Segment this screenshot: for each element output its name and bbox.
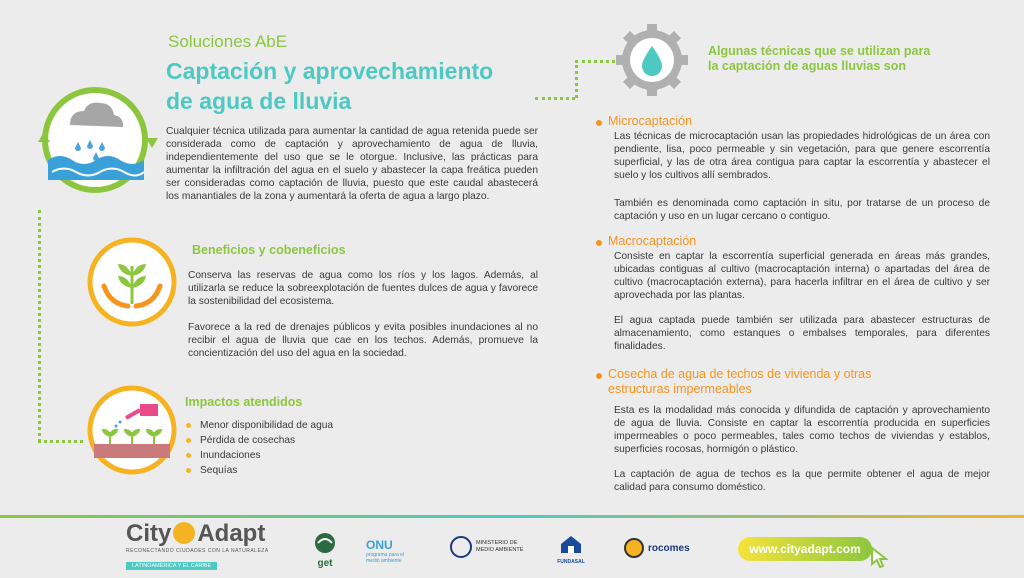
list-item: Inundaciones [186,448,333,463]
macro-p2: El agua captada puede también ser utilizada para abastecer estructuras de almacenamiento, como estanques o embalses temporales, para diferentes finalidades. [614,315,990,352]
beneficios-p1: Conserva las reservas de agua como los ríos y los lagos. Además, al utilizarla se reduce la sobreexplotación de fuentes dulces de agua y favorece la sostenibilidad del ecosistema. [188,270,538,307]
connector-top-vert [575,60,578,98]
list-item: Sequías [186,463,333,478]
rocomes-logo: rocomes [624,538,690,558]
micro-p1: Las técnicas de microcaptación usan las propiedades hidrológicas de un área con pendiente, lisa, poco permeable y sin vegetación, para que genere escorrentía superficial, y las de otra área contigua para captar la escorrentía y abastecer el suelo y los cultivos allí sembrados. [614,131,990,181]
cosecha-p2: La captación de agua de techos es la que permite obtener el agua de mejor calidad para consumo doméstico. [614,469,990,493]
impactos-heading: Impactos atendidos [185,395,303,409]
beneficios-heading: Beneficios y cobeneficios [192,243,346,257]
bullet-dot [596,120,602,126]
cityadapt-logo: City Adapt RECONECTANDO CIUDADES CON LA NATURALEZA LATINOAMÉRICA Y EL CARIBE [126,520,269,569]
website-link[interactable]: www.cityadapt.com [738,537,872,561]
bullet-dot [596,240,602,246]
bullet-dot [596,373,602,379]
cosecha-p1: Esta es la modalidad más conocida y difundida de captación y aprovechamiento de agua de lluvia. Consiste en captar la escorrentía producida en superficies impermeables o poco permeables, tales como techos de viviendas y establos, superficies rocosas, hormigón o plástico. [614,405,990,455]
ministerio-logo: MINISTERIO DE MEDIO AMBIENTE [450,536,534,558]
tecnicas-heading: Algunas técnicas que se utilizan para la captación de aguas lluvias son [708,44,931,73]
sun-icon [173,522,195,544]
micro-p2: También es denominada como captación in situ, por tratarse de un proceso de captación y uso en un lugar cercano o contiguo. [614,198,990,222]
macro-p1: Consiste en captar la escorrentía superficial generada en áreas más grandes, ubicadas contiguas al cultivo (macrocaptación interna) o apartadas del área de cultivo (macrocaptación externa), para hacerla infiltrar en el área de cultivo y ser aprovechada por las plantas. [614,251,990,301]
fundasal-logo: FUNDASAL [554,534,588,565]
list-item: Pérdida de cosechas [186,433,333,448]
onu-logo: ONU programa para el medio ambiente [366,538,405,564]
beneficios-p2: Favorece a la red de drenajes públicos y evita posibles inundaciones al no recibir el agua de lluvia que cae en los techos. Además, promueve la concientización del uso del agua en la sociedad. [188,322,538,359]
cursor-icon [870,546,888,568]
connector-top-h2 [575,60,615,63]
rain-cycle-icon [30,80,160,200]
micro-heading: Microcaptación [608,114,693,128]
macro-heading: Macrocaptación [608,234,697,248]
intro-text: Cualquier técnica utilizada para aumentar la cantidad de agua retenida puede ser considerada como de captación y aprovechamiento de agua de lluvia, independientemente del uso que se le otorgue. Inclusive, las prácticas para aumentar la infiltración del agua en el suelo y abastecer la capa freática pueden ser consideradas como captación de lluvia, puesto que este caudal abastecerá los manantiales de la zona y aumentará la oferta de agua a largo plazo. [166,126,538,202]
page-title: Captación y aprovechamiento de agua de lluvia [166,58,494,114]
cosecha-heading: Cosecha de agua de techos de vivienda y otras estructuras impermeables [608,367,872,396]
footer-divider [0,515,1024,518]
gear-drop-icon [614,22,690,98]
seal-icon [450,536,472,558]
get-logo: get [308,532,342,569]
impactos-list [186,418,333,478]
list-item: Menor disponibilidad de agua [186,418,333,433]
connector-left-bottom [38,440,83,443]
kicker: Soluciones AbE [168,32,288,51]
hands-plant-icon [86,236,178,328]
emblem-icon [624,538,644,558]
connector-left [38,210,41,442]
watering-crops-icon [86,384,178,476]
